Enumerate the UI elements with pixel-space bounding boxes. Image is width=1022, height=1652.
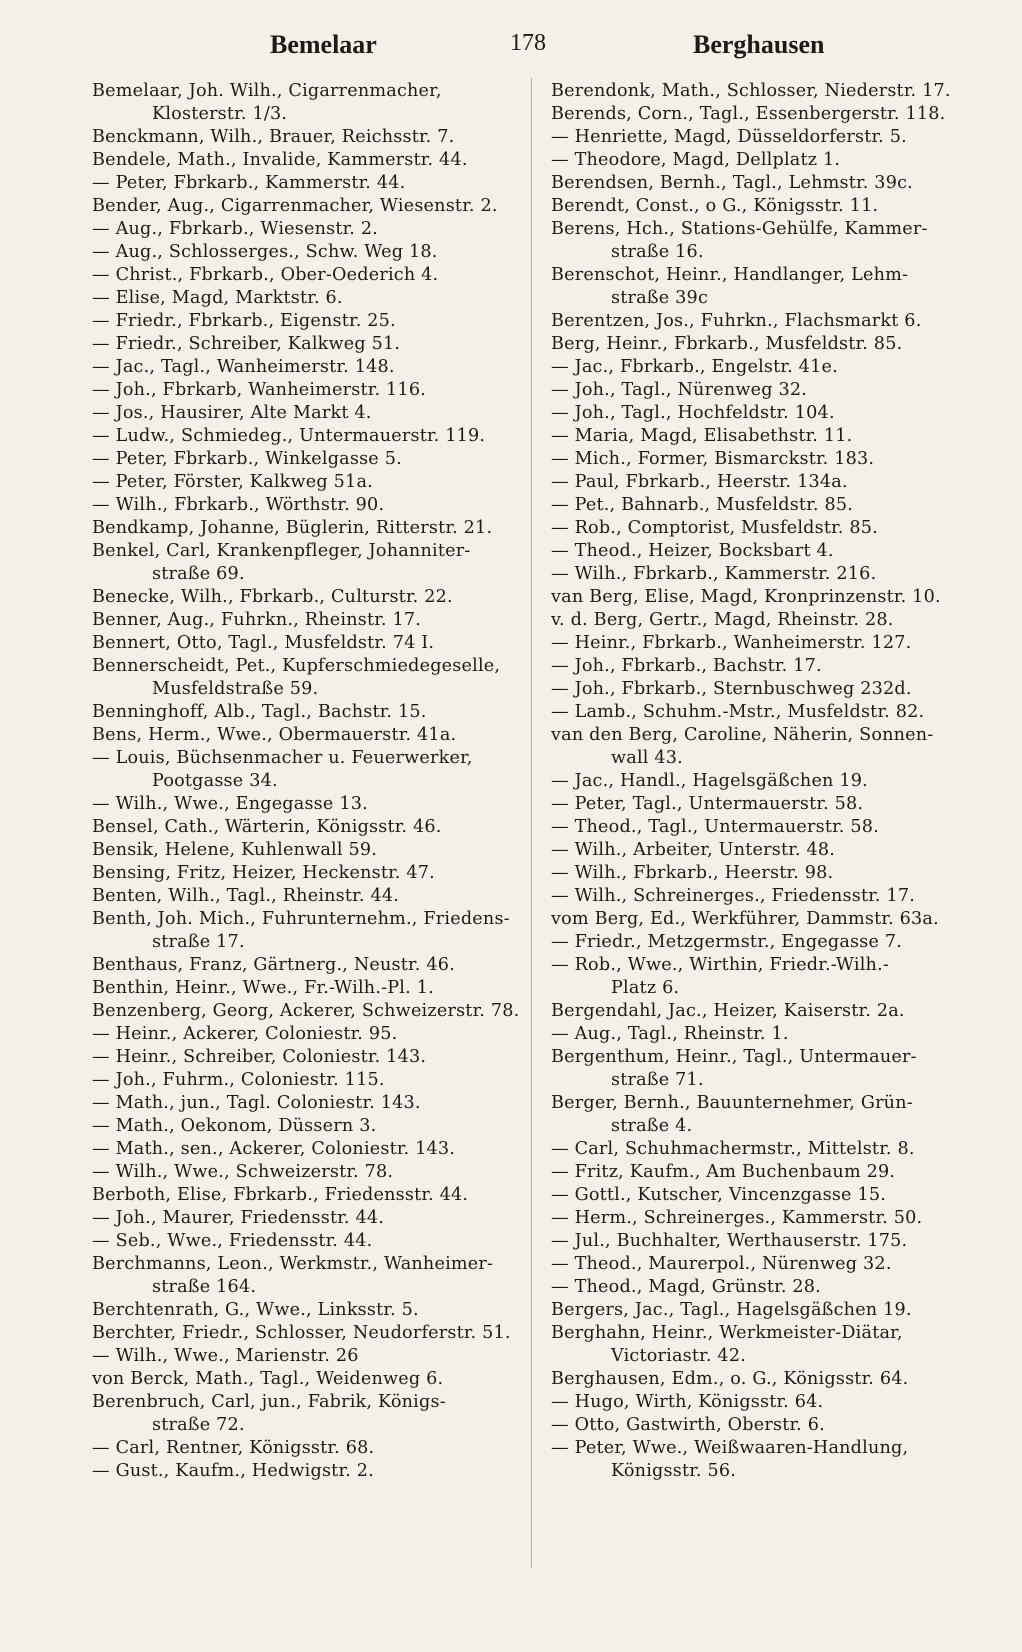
directory-entry-line: — Joh., Tagl., Hochfeldstr. 104.: [551, 403, 835, 423]
directory-entry-line: straße 39c: [611, 288, 708, 308]
directory-entry-line: straße 69.: [152, 564, 245, 584]
directory-entry-line: — Joh., Maurer, Friedensstr. 44.: [92, 1208, 385, 1228]
directory-entry-line: — Henriette, Magd, Düsseldorferstr. 5.: [551, 127, 907, 147]
directory-entry-line: van den Berg, Caroline, Näherin, Sonnen-: [551, 725, 934, 745]
directory-entry-line: Bensik, Helene, Kuhlenwall 59.: [92, 840, 378, 860]
directory-entry-line: Victoriastr. 42.: [611, 1346, 747, 1366]
directory-entry-line: Berghausen, Edm., o. G., Königsstr. 64.: [551, 1369, 909, 1389]
directory-entry-line: — Elise, Magd, Marktstr. 6.: [92, 288, 343, 308]
directory-entry-line: — Wilh., Fbrkarb., Heerstr. 98.: [551, 863, 834, 883]
directory-entry-line: Berboth, Elise, Fbrkarb., Friedensstr. 44.: [92, 1185, 469, 1205]
directory-entry-line: van Berg, Elise, Magd, Kronprinzenstr. 10.: [551, 587, 941, 607]
directory-entry-line: Berens, Hch., Stations-Gehülfe, Kammer-: [551, 219, 928, 239]
directory-entry-line: — Louis, Büchsenmacher u. Feuerwerker,: [92, 748, 473, 768]
directory-entry-line: — Heinr., Fbrkarb., Wanheimerstr. 127.: [551, 633, 912, 653]
directory-entry-line: Bergers, Jac., Tagl., Hagelsgäßchen 19.: [551, 1300, 912, 1320]
directory-entry-line: — Aug., Schlosserges., Schw. Weg 18.: [92, 242, 438, 262]
directory-entry-line: — Joh., Fbrkarb., Bachstr. 17.: [551, 656, 822, 676]
directory-entry-line: — Hugo, Wirth, Königsstr. 64.: [551, 1392, 824, 1412]
directory-entry-line: Berendonk, Math., Schlosser, Niederstr. 17.: [551, 81, 951, 101]
directory-entry-line: — Gust., Kaufm., Hedwigstr. 2.: [92, 1461, 374, 1481]
directory-entry-line: — Herm., Schreinerges., Kammerstr. 50.: [551, 1208, 923, 1228]
directory-entry-line: — Rob., Wwe., Wirthin, Friedr.-Wilh.-: [551, 955, 890, 975]
directory-entry-line: — Ludw., Schmiedeg., Untermauerstr. 119.: [92, 426, 486, 446]
directory-entry-line: Berenbruch, Carl, jun., Fabrik, Königs-: [92, 1392, 446, 1412]
directory-entry-line: — Wilh., Fbrkarb., Wörthstr. 90.: [92, 495, 385, 515]
directory-entry-line: — Theodore, Magd, Dellplatz 1.: [551, 150, 841, 170]
directory-entry-line: — Wilh., Arbeiter, Unterstr. 48.: [551, 840, 836, 860]
directory-entry-line: Bemelaar, Joh. Wilh., Cigarrenmacher,: [92, 81, 442, 101]
right-column: [551, 80, 981, 1483]
column-divider: [531, 78, 532, 1568]
directory-entry-line: — Friedr., Schreiber, Kalkweg 51.: [92, 334, 401, 354]
directory-entry-line: Benkel, Carl, Krankenpfleger, Johanniter-: [92, 541, 471, 561]
directory-entry-line: — Peter, Wwe., Weißwaaren-Handlung,: [551, 1438, 909, 1458]
directory-entry-line: Berg, Heinr., Fbrkarb., Musfeldstr. 85.: [551, 334, 903, 354]
directory-entry-line: Benthaus, Franz, Gärtnerg., Neustr. 46.: [92, 955, 455, 975]
directory-entry-line: — Joh., Fbrkarb., Sternbuschweg 232d.: [551, 679, 912, 699]
page-number: 178: [510, 30, 546, 56]
directory-entry-line: — Jul., Buchhalter, Werthauserstr. 175.: [551, 1231, 908, 1251]
directory-entry-line: wall 43.: [611, 748, 683, 768]
directory-entry-line: straße 16.: [611, 242, 704, 262]
directory-entry-line: Benten, Wilh., Tagl., Rheinstr. 44.: [92, 886, 400, 906]
directory-entry-line: — Jac., Fbrkarb., Engelstr. 41e.: [551, 357, 838, 377]
directory-entry-line: Benthin, Heinr., Wwe., Fr.-Wilh.-Pl. 1.: [92, 978, 434, 998]
directory-entry-line: Benckmann, Wilh., Brauer, Reichsstr. 7.: [92, 127, 455, 147]
directory-entry-line: Musfeldstraße 59.: [152, 679, 319, 699]
directory-entry-line: — Maria, Magd, Elisabethstr. 11.: [551, 426, 853, 446]
directory-entry-line: straße 4.: [611, 1116, 693, 1136]
directory-entry-line: Königsstr. 56.: [611, 1461, 737, 1481]
directory-entry-line: — Mich., Former, Bismarckstr. 183.: [551, 449, 875, 469]
directory-entry-line: — Heinr., Schreiber, Coloniestr. 143.: [92, 1047, 427, 1067]
directory-entry-line: — Aug., Tagl., Rheinstr. 1.: [551, 1024, 789, 1044]
directory-entry-line: — Carl, Rentner, Königsstr. 68.: [92, 1438, 375, 1458]
directory-entry-line: Berchter, Friedr., Schlosser, Neudorferstr. 51.: [92, 1323, 511, 1343]
directory-entry-line: Berchmanns, Leon., Werkmstr., Wanheimer-: [92, 1254, 494, 1274]
directory-entry-line: — Heinr., Ackerer, Coloniestr. 95.: [92, 1024, 398, 1044]
directory-entry-line: — Jos., Hausirer, Alte Markt 4.: [92, 403, 372, 423]
directory-entry-line: — Math., sen., Ackerer, Coloniestr. 143.: [92, 1139, 456, 1159]
directory-entry-line: von Berck, Math., Tagl., Weidenweg 6.: [92, 1369, 444, 1389]
directory-entry-line: Klosterstr. 1/3.: [152, 104, 288, 124]
directory-entry-line: Bendkamp, Johanne, Büglerin, Ritterstr. 21.: [92, 518, 493, 538]
directory-entry-line: — Pet., Bahnarb., Musfeldstr. 85.: [551, 495, 854, 515]
directory-entry-line: straße 164.: [152, 1277, 257, 1297]
directory-entry-line: Bensing, Fritz, Heizer, Heckenstr. 47.: [92, 863, 435, 883]
directory-entry-line: straße 17.: [152, 932, 245, 952]
directory-entry-line: Bergendahl, Jac., Heizer, Kaiserstr. 2a.: [551, 1001, 905, 1021]
directory-entry-line: — Math., Oekonom, Düssern 3.: [92, 1116, 377, 1136]
directory-entry-line: — Friedr., Fbrkarb., Eigenstr. 25.: [92, 311, 396, 331]
directory-entry-line: straße 71.: [611, 1070, 704, 1090]
directory-entry-line: — Wilh., Wwe., Marienstr. 26: [92, 1346, 359, 1366]
directory-entry-line: Bensel, Cath., Wärterin, Königsstr. 46.: [92, 817, 442, 837]
directory-entry-line: — Peter, Fbrkarb., Kammerstr. 44.: [92, 173, 406, 193]
directory-entry-line: — Carl, Schuhmachermstr., Mittelstr. 8.: [551, 1139, 915, 1159]
directory-entry-line: — Theod., Magd, Grünstr. 28.: [551, 1277, 821, 1297]
directory-entry-line: Bendele, Math., Invalide, Kammerstr. 44.: [92, 150, 468, 170]
directory-entry-line: — Christ., Fbrkarb., Ober-Oederich 4.: [92, 265, 439, 285]
directory-entry-line: — Otto, Gastwirth, Oberstr. 6.: [551, 1415, 825, 1435]
directory-entry-line: — Peter, Tagl., Untermauerstr. 58.: [551, 794, 864, 814]
directory-entry-line: — Rob., Comptorist, Musfeldstr. 85.: [551, 518, 878, 538]
directory-entry-line: straße 72.: [152, 1415, 245, 1435]
directory-entry-line: — Lamb., Schuhm.-Mstr., Musfeldstr. 82.: [551, 702, 925, 722]
directory-entry-line: — Gottl., Kutscher, Vincenzgasse 15.: [551, 1185, 887, 1205]
directory-entry-line: Berghahn, Heinr., Werkmeister-Diätar,: [551, 1323, 903, 1343]
directory-entry-line: Berchtenrath, G., Wwe., Linksstr. 5.: [92, 1300, 419, 1320]
directory-entry-line: Berendsen, Bernh., Tagl., Lehmstr. 39c.: [551, 173, 913, 193]
directory-entry-line: — Theod., Tagl., Untermauerstr. 58.: [551, 817, 879, 837]
directory-entry-line: — Fritz, Kaufm., Am Buchenbaum 29.: [551, 1162, 896, 1182]
header-right-keyword: Berghausen: [693, 30, 825, 59]
header-left-keyword: Bemelaar: [270, 30, 377, 59]
directory-entry-line: — Seb., Wwe., Friedensstr. 44.: [92, 1231, 373, 1251]
directory-entry-line: Berger, Bernh., Bauunternehmer, Grün-: [551, 1093, 913, 1113]
directory-entry-line: — Wilh., Fbrkarb., Kammerstr. 216.: [551, 564, 877, 584]
directory-entry-line: — Paul, Fbrkarb., Heerstr. 134a.: [551, 472, 848, 492]
directory-entry-line: — Joh., Fbrkarb, Wanheimerstr. 116.: [92, 380, 427, 400]
directory-entry-line: — Friedr., Metzgermstr., Engegasse 7.: [551, 932, 903, 952]
directory-entry-line: Berends, Corn., Tagl., Essenbergerstr. 118.: [551, 104, 946, 124]
page-header: [0, 30, 1022, 70]
directory-entry-line: Benzenberg, Georg, Ackerer, Schweizerstr. 78.: [92, 1001, 520, 1021]
directory-entry-line: Berentzen, Jos., Fuhrkn., Flachsmarkt 6.: [551, 311, 922, 331]
directory-entry-line: Benninghoff, Alb., Tagl., Bachstr. 15.: [92, 702, 427, 722]
directory-entry-line: — Math., jun., Tagl. Coloniestr. 143.: [92, 1093, 421, 1113]
left-column: [92, 80, 522, 1483]
directory-entry-line: Bennert, Otto, Tagl., Musfeldstr. 74 I.: [92, 633, 435, 653]
directory-entry-line: Platz 6.: [611, 978, 680, 998]
directory-entry-line: — Wilh., Wwe., Schweizerstr. 78.: [92, 1162, 394, 1182]
directory-entry-line: Berenschot, Heinr., Handlanger, Lehm-: [551, 265, 909, 285]
directory-entry-line: Bennerscheidt, Pet., Kupferschmiedegeselle,: [92, 656, 501, 676]
directory-entry-line: Bergenthum, Heinr., Tagl., Untermauer-: [551, 1047, 917, 1067]
directory-entry-line: — Wilh., Wwe., Engegasse 13.: [92, 794, 368, 814]
directory-entry-line: Benecke, Wilh., Fbrkarb., Culturstr. 22.: [92, 587, 453, 607]
directory-entry-line: vom Berg, Ed., Werkführer, Dammstr. 63a.: [551, 909, 939, 929]
directory-entry-line: — Theod., Maurerpol., Nürenweg 32.: [551, 1254, 892, 1274]
directory-entry-line: Bens, Herm., Wwe., Obermauerstr. 41a.: [92, 725, 457, 745]
directory-entry-line: — Joh., Tagl., Nürenweg 32.: [551, 380, 808, 400]
directory-entry-line: — Wilh., Schreinerges., Friedensstr. 17.: [551, 886, 916, 906]
directory-entry-line: Pootgasse 34.: [152, 771, 278, 791]
directory-entry-line: — Peter, Fbrkarb., Winkelgasse 5.: [92, 449, 402, 469]
directory-entry-line: — Peter, Förster, Kalkweg 51a.: [92, 472, 373, 492]
directory-entry-line: — Jac., Tagl., Wanheimerstr. 148.: [92, 357, 395, 377]
directory-entry-line: — Aug., Fbrkarb., Wiesenstr. 2.: [92, 219, 379, 239]
directory-entry-line: v. d. Berg, Gertr., Magd, Rheinstr. 28.: [551, 610, 894, 630]
directory-entry-line: Benner, Aug., Fuhrkn., Rheinstr. 17.: [92, 610, 422, 630]
directory-entry-line: Bender, Aug., Cigarrenmacher, Wiesenstr. 2.: [92, 196, 498, 216]
directory-entry-line: — Joh., Fuhrm., Coloniestr. 115.: [92, 1070, 385, 1090]
directory-entry-line: — Jac., Handl., Hagelsgäßchen 19.: [551, 771, 868, 791]
directory-entry-line: Benth, Joh. Mich., Fuhrunternehm., Friedens-: [92, 909, 510, 929]
directory-entry-line: — Theod., Heizer, Bocksbart 4.: [551, 541, 834, 561]
directory-entry-line: Berendt, Const., o G., Königsstr. 11.: [551, 196, 879, 216]
